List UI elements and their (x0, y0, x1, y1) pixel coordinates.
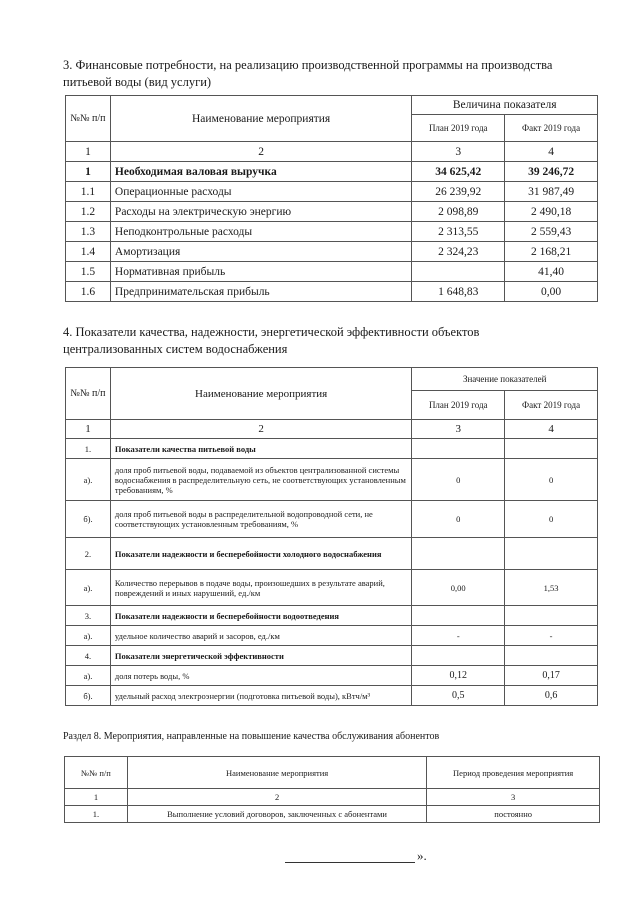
index-cell: 1 (66, 420, 111, 439)
row-name: удельный расход электроэнергии (подготовка питьевой воды), кВтч/м³ (110, 686, 411, 706)
row-num: а). (66, 570, 111, 606)
index-cell: 3 (412, 420, 505, 439)
service-quality-table (64, 756, 600, 823)
index-cell: 1 (65, 789, 128, 806)
row-fact: 0,17 (505, 666, 598, 686)
index-cell: 4 (505, 142, 598, 162)
row-name: Амортизация (110, 242, 411, 262)
header-name: Наименование мероприятия (110, 368, 411, 420)
financial-needs-table (65, 95, 598, 302)
row-name: Операционные расходы (110, 182, 411, 202)
header-fact: Факт 2019 года (505, 391, 598, 420)
header-num: №№ п/п (66, 368, 111, 420)
row-plan: 0 (412, 459, 505, 501)
row-num: 3. (66, 606, 111, 626)
row-num: а). (66, 459, 111, 501)
index-cell: 3 (427, 789, 600, 806)
index-row (65, 789, 600, 806)
quality-indicators-table (65, 367, 598, 706)
row-fact: 2 490,18 (505, 202, 598, 222)
row-num: 4. (66, 646, 111, 666)
index-row (66, 142, 598, 162)
row-num: 1. (65, 806, 128, 823)
table-row (66, 686, 598, 706)
row-fact: 1,53 (505, 570, 598, 606)
index-cell: 3 (412, 142, 505, 162)
row-fact: 0 (505, 459, 598, 501)
row-plan: - (412, 626, 505, 646)
section3-heading: 3. Финансовые потребности, на реализацию производственной программы на производства питьевой воды (вид услуги) (63, 58, 553, 89)
row-plan (412, 606, 505, 626)
row-fact: 41,40 (505, 262, 598, 282)
table-header-row (66, 96, 598, 115)
row-plan: 0,12 (412, 666, 505, 686)
header-name: Наименование мероприятия (127, 757, 426, 789)
table-row (66, 538, 598, 570)
row-plan: 2 313,55 (412, 222, 505, 242)
row-plan (412, 646, 505, 666)
row-fact: 0,6 (505, 686, 598, 706)
row-num: 1.2 (66, 202, 111, 222)
row-name: доля потерь воды, % (110, 666, 411, 686)
row-plan (412, 538, 505, 570)
table-row (66, 282, 598, 302)
table-row (66, 646, 598, 666)
table-row (66, 182, 598, 202)
row-num: а). (66, 626, 111, 646)
row-name: Неподконтрольные расходы (110, 222, 411, 242)
row-name: доля проб питьевой воды в распределительной водопроводной сети, не соответствующих установленным требованиям, % (110, 501, 411, 538)
header-plan: План 2019 года (412, 391, 505, 420)
table-row (66, 162, 598, 182)
index-row (66, 420, 598, 439)
row-name: Показатели надежности и бесперебойности холодного водоснабжения (110, 538, 411, 570)
index-cell: 2 (127, 789, 426, 806)
header-plan: План 2019 года (412, 115, 505, 142)
header-num: №№ п/п (66, 96, 111, 142)
section8-heading: Раздел 8. Мероприятия, направленные на повышение качества обслуживания абонентов (63, 731, 440, 742)
signature-tail: ». (417, 848, 427, 863)
table-row (66, 202, 598, 222)
row-num: 1. (66, 439, 111, 459)
section4-heading: 4. Показатели качества, надежности, энергетической эффективности объектов централизованных систем водоснабжения (63, 325, 480, 356)
row-plan: 0 (412, 501, 505, 538)
row-num: 1.5 (66, 262, 111, 282)
row-plan: 26 239,92 (412, 182, 505, 202)
row-fact: 39 246,72 (505, 162, 598, 182)
row-plan: 0,00 (412, 570, 505, 606)
table-row (66, 459, 598, 501)
row-period: постоянно (427, 806, 600, 823)
signature-line (285, 862, 415, 863)
row-name: Показатели надежности и бесперебойности водоотведения (110, 606, 411, 626)
row-name: доля проб питьевой воды, подаваемой из объектов централизованной системы водоснабжения в распределительную сеть, не соответствующих установленным требованиям, % (110, 459, 411, 501)
row-name: удельное количество аварий и засоров, ед./км (110, 626, 411, 646)
header-name: Наименование мероприятия (110, 96, 411, 142)
table-row (66, 666, 598, 686)
table-row (65, 806, 600, 823)
row-plan (412, 262, 505, 282)
row-num: 1.3 (66, 222, 111, 242)
row-fact: 0,00 (505, 282, 598, 302)
row-fact: 2 559,43 (505, 222, 598, 242)
row-num: 1.6 (66, 282, 111, 302)
header-value: Величина показателя (412, 96, 598, 115)
table-row (66, 626, 598, 646)
row-num: б). (66, 501, 111, 538)
row-fact (505, 439, 598, 459)
index-cell: 2 (110, 420, 411, 439)
index-cell: 1 (66, 142, 111, 162)
row-plan (412, 439, 505, 459)
row-num: б). (66, 686, 111, 706)
header-value: Значение показателей (412, 368, 598, 391)
table-row (66, 222, 598, 242)
row-plan: 1 648,83 (412, 282, 505, 302)
table-row (66, 262, 598, 282)
row-name: Количество перерывов в подаче воды, произошедших в результате аварий, повреждений и иных нарушений, ед./км (110, 570, 411, 606)
index-cell: 2 (110, 142, 411, 162)
row-name: Выполнение условий договоров, заключенных с абонентами (127, 806, 426, 823)
row-plan: 2 324,23 (412, 242, 505, 262)
row-fact: 2 168,21 (505, 242, 598, 262)
row-num: 1 (66, 162, 111, 182)
row-plan: 2 098,89 (412, 202, 505, 222)
row-num: а). (66, 666, 111, 686)
row-fact: 0 (505, 501, 598, 538)
index-cell: 4 (505, 420, 598, 439)
table-row (66, 501, 598, 538)
row-name: Нормативная прибыль (110, 262, 411, 282)
header-period: Период проведения мероприятия (427, 757, 600, 789)
table-row (66, 439, 598, 459)
table-row (66, 570, 598, 606)
row-fact: 31 987,49 (505, 182, 598, 202)
row-name: Необходимая валовая выручка (110, 162, 411, 182)
row-num: 2. (66, 538, 111, 570)
table-row (66, 242, 598, 262)
row-name: Показатели энергетической эффективности (110, 646, 411, 666)
row-plan: 0,5 (412, 686, 505, 706)
row-fact: - (505, 626, 598, 646)
row-num: 1.1 (66, 182, 111, 202)
row-num: 1.4 (66, 242, 111, 262)
header-fact: Факт 2019 года (505, 115, 598, 142)
row-name: Расходы на электрическую энергию (110, 202, 411, 222)
row-fact (505, 538, 598, 570)
row-name: Показатели качества питьевой воды (110, 439, 411, 459)
header-num: №№ п/п (65, 757, 128, 789)
table-row (66, 606, 598, 626)
row-fact (505, 606, 598, 626)
row-fact (505, 646, 598, 666)
row-plan: 34 625,42 (412, 162, 505, 182)
row-name: Предпринимательская прибыль (110, 282, 411, 302)
